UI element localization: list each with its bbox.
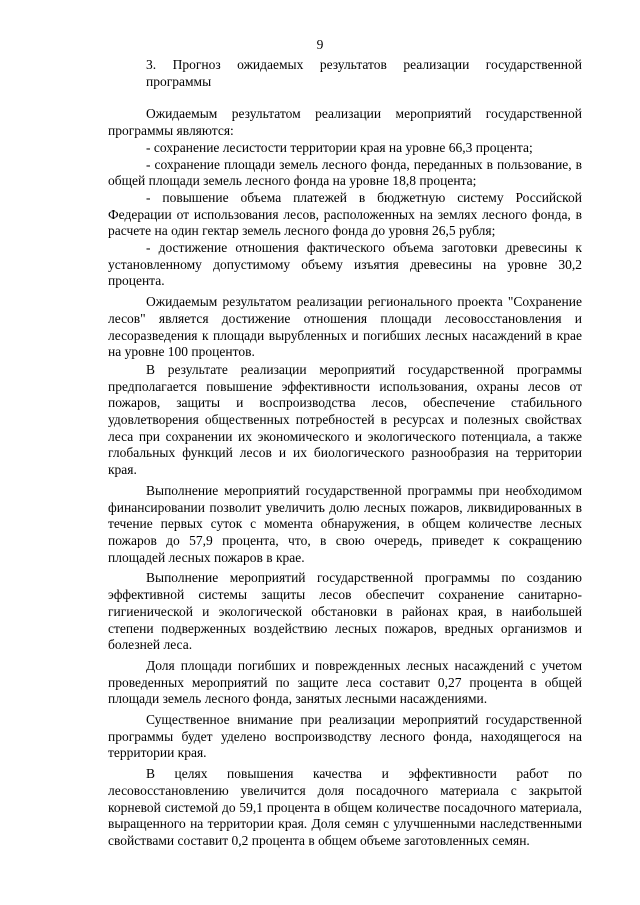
paragraph-regional-project: Ожидаемым результатом реализации регионального проекта "Сохранение лесов" является достижение отношения площади лесовосстановления и лесоразведения к площади вырубленных и погибших лесных насаждений в крае на уровне 100 процентов. xyxy=(108,294,582,360)
paragraph-fire-response: Выполнение мероприятий государственной программы при необходимом финансировании позволит увеличить долю лесных пожаров, ликвидированных в течение первых суток с момента обнаружения, в общем количестве лесных пожаров до 57,9 процента, что, в свою очередь, приведет к сокращению площадей лесных пожаров в крае. xyxy=(108,482,582,565)
paragraph-efficiency: В результате реализации мероприятий государственной программы предполагается повышение эффективности использования, охраны лесов от пожаров, защиты и воспроизводства лесов, обеспечение стабильного удовлетворения общественных потребностей в ресурсах и полезных свойствах леса при сохранении их экономического и экологического потенциала, а также глобальных функций лесов и их биологического разнообразия на территории края. xyxy=(108,361,582,478)
document-body xyxy=(108,57,582,850)
list-item-forest-cover: - сохранение лесистости территории края на уровне 66,3 процента; xyxy=(146,139,533,155)
paragraph-intro: Ожидаемым результатом реализации мероприятий государственной программы являются: xyxy=(108,106,582,139)
section-title: Прогноз ожидаемых результатов реализации государственной программы xyxy=(146,57,583,89)
paragraph-damaged-stands: Доля площади погибших и поврежденных лесных насаждений с учетом проведенных мероприятий по защите леса составит 0,27 процента в общей площади земель лесного фонда, занятых лесными насаждениями. xyxy=(108,657,582,707)
paragraph-reproduction: Существенное внимание при реализации мероприятий государственной программы будет уделено воспроизводству лесного фонда, находящегося на территории края. xyxy=(108,712,582,761)
list-item-land-use: - сохранение площади земель лесного фонда, переданных в пользование, в общей площади земель лесного фонда на уровне 18,8 процента; xyxy=(108,156,582,189)
paragraph-forest-protection: Выполнение мероприятий государственной программы по созданию эффективной системы защиты лесов обеспечит сохранение санитарно-гигиенической и экологической обстановки в районах края, в наибольшей степени подверженных воздействию лесных пожаров, вредных организмов и болезней леса. xyxy=(108,570,582,653)
list-item-payments: - повышение объема платежей в бюджетную систему Российской Федерации от использования лесов, расположенных на землях лесного фонда, в расчете на один гектар земель лесного фонда до уровня 26,5 рубля; xyxy=(108,189,582,239)
list-item-timber-harvest: - достижение отношения фактического объема заготовки древесины к установленному допустимому объему изъятия древесины на уровне 30,2 процента. xyxy=(108,240,582,289)
section-heading xyxy=(108,57,582,90)
page-number: 9 xyxy=(316,37,324,52)
paragraph-planting-material: В целях повышения качества и эффективности работ по лесовосстановлению увеличится доля посадочного материала с закрытой корневой системой до 59,1 процента в общем количестве посадочного материала, выращенного на территории края. Доля семян с улучшенными наследственными свойствами составит 0,2 процента в общем объеме заготовленных семян. xyxy=(108,766,582,848)
section-number: 3. xyxy=(146,57,157,72)
